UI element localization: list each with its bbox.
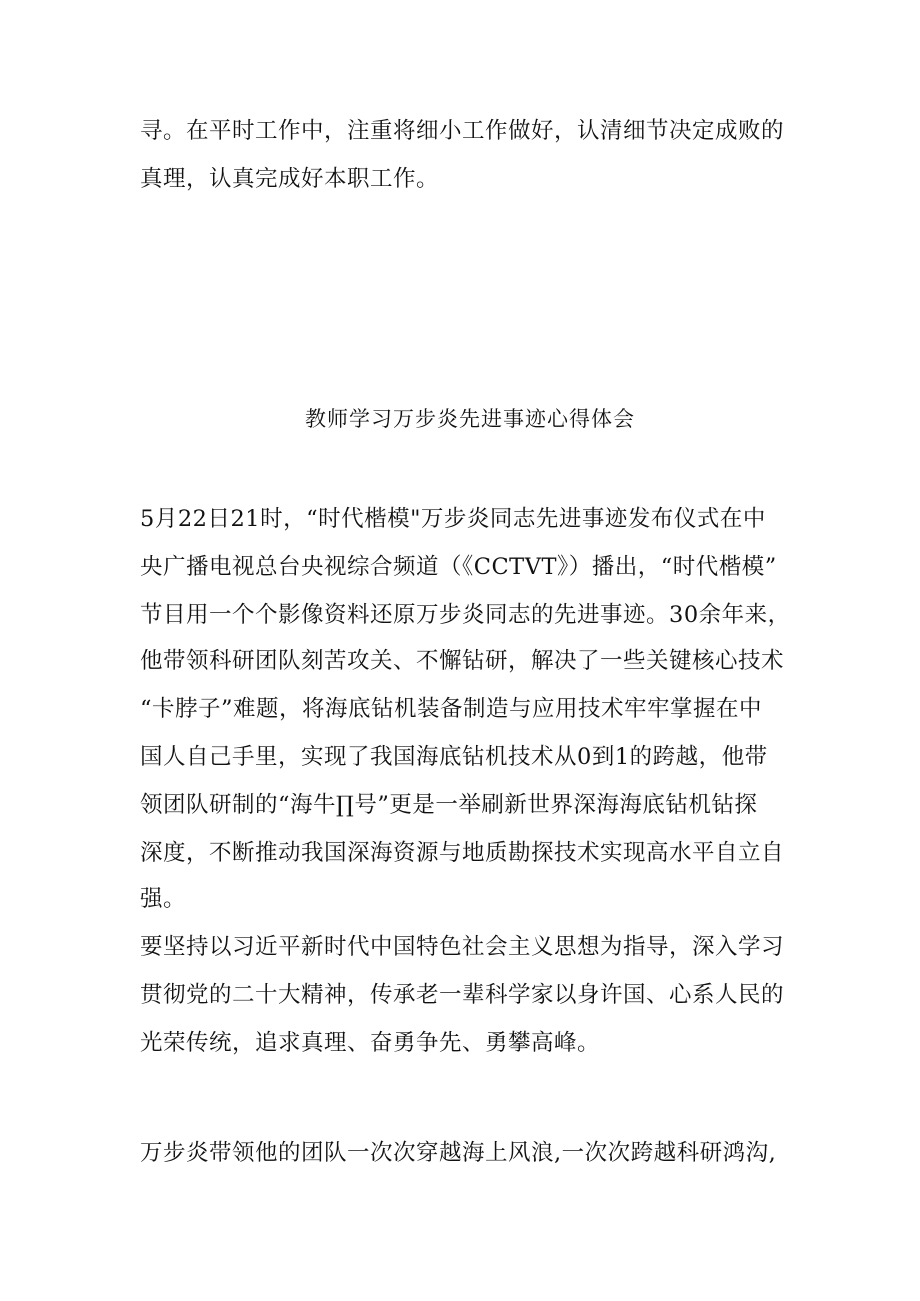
intro-line-1: 寻。在平时工作中，注重将细小工作做好，认清细节决定成败的 — [140, 118, 785, 144]
paragraph1-line-2: 央广播电视总台央视综合频道（《CCTVT》）播出，“时代楷模” — [140, 554, 777, 580]
paragraph1-line-7: 领团队研制的“海牛∏号”更是一举刷新世界深海海底钻机钻探 — [140, 792, 758, 818]
paragraph1-line-5: “卡脖子”难题，将海底钻机装备制造与应用技术牢牢掌握在中 — [140, 696, 763, 722]
paragraph2-line-1: 要坚持以习近平新时代中国特色社会主义思想为指导，深入学习 — [140, 934, 785, 960]
paragraph1-line-6: 国人自己手里，实现了我国海底钻机技术从0到1的跨越，他带 — [140, 744, 768, 770]
document-title: 教师学习万步炎先进事迹心得体会 — [305, 407, 635, 431]
paragraph2-line-3: 光荣传统，追求真理、奋勇争先、勇攀高峰。 — [140, 1030, 601, 1056]
paragraph1-line-8: 深度，不断推动我国深海资源与地质勘探技术实现高水平自立自 — [140, 840, 785, 866]
paragraph3-line-1: 万步炎带领他的团队一次次穿越海上风浪,一次次跨越科研鸿沟, — [140, 1140, 777, 1166]
paragraph2-line-2: 贯彻党的二十大精神，传承老一辈科学家以身许国、心系人民的 — [140, 982, 785, 1008]
paragraph1-line-3: 节目用一个个影像资料还原万步炎同志的先进事迹。30余年来， — [140, 602, 791, 628]
intro-line-2: 真理，认真完成好本职工作。 — [140, 166, 440, 192]
paragraph1-line-4: 他带领科研团队刻苦攻关、不懈钻研，解决了一些关键核心技术 — [140, 648, 785, 674]
paragraph1-line-1: 5月22日21时，“时代楷模"万步炎同志先进事迹发布仪式在中 — [140, 506, 766, 532]
paragraph1-line-9: 强。 — [140, 886, 187, 912]
